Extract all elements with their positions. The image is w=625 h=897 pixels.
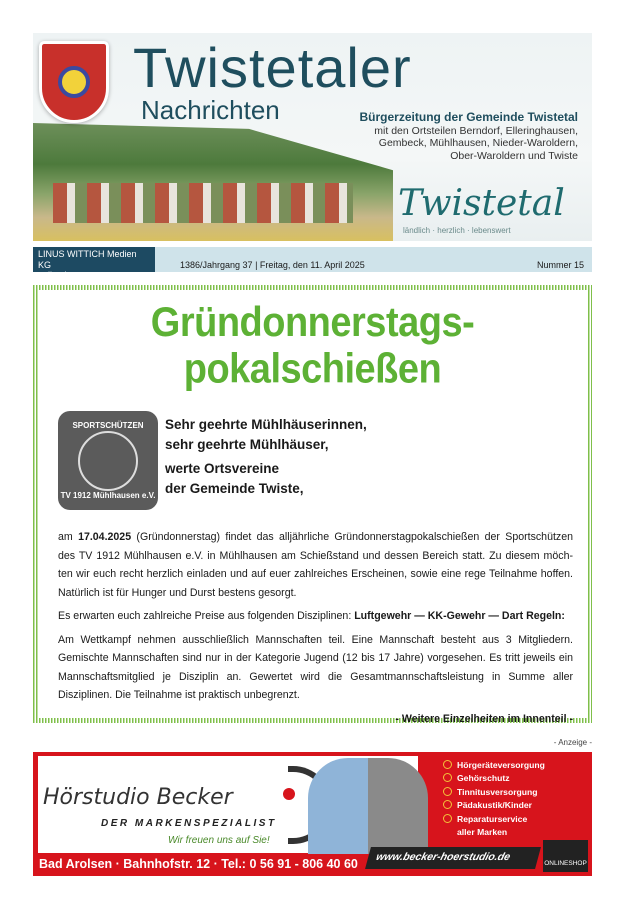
check-icon xyxy=(443,760,452,769)
staff-photo xyxy=(308,758,428,854)
club-emblem xyxy=(58,411,158,510)
text: (Gründonnerstag) findet das alljährliche Gründonnerstagpokalschießen der Sportschützen des TV 1912 Mühlhausen e.V. in Mühlhausen am Schießstand und dessen Bereich statt. Zu diesem möch- ten wir euch recht herzlich einladen und auf euer zahlreiches Erscheinen, sowie eine rege Teilnahme hoffen. Natürlich ist für Hunger und Durst bestens gesorgt. xyxy=(58,531,573,599)
article-headline xyxy=(38,300,587,392)
service-label: Hörgeräteversorgung xyxy=(457,760,545,770)
ad-brand: Hörstudio Becker xyxy=(43,785,233,810)
service-item xyxy=(443,759,545,772)
emblem-text: TV 1912 Mühlhausen e.V. xyxy=(60,491,156,500)
event-date: 17.04.2025 xyxy=(78,531,132,543)
service-label: Tinnitusversorgung xyxy=(457,786,538,797)
coat-of-arms-icon xyxy=(39,41,109,123)
disciplines: Luftgewehr — KK-Gewehr — Dart Regeln: xyxy=(354,610,565,622)
target-icon xyxy=(78,431,138,491)
publisher-box xyxy=(33,247,155,291)
text: Es erwarten euch zahlreiche Preise aus folgenden Disziplinen: xyxy=(58,610,355,622)
village-photo xyxy=(33,123,393,241)
issue-info-bar xyxy=(33,247,592,291)
twistetal-logo-slogan: ländlich · herzlich · lebenswert xyxy=(403,226,511,235)
paragraph xyxy=(58,528,573,602)
ad-slogan: Wir freuen uns auf Sie! xyxy=(168,835,270,846)
greeting xyxy=(165,415,367,499)
online-link[interactable]: www.wittich.de xyxy=(38,280,103,291)
online-label: online lesen: xyxy=(38,270,89,280)
districts-line: Ober-Waroldern und Twiste xyxy=(450,149,578,162)
districts-line: Gembeck, Mühlhausen, Nieder-Waroldern, xyxy=(378,137,578,149)
paragraph xyxy=(58,607,573,626)
tagline: Bürgerzeitung der Gemeinde Twistetal xyxy=(359,110,578,124)
check-icon xyxy=(443,773,452,782)
service-item xyxy=(443,799,545,812)
issue-number: Nummer 15 xyxy=(536,260,584,270)
service-label: aller Marken xyxy=(457,827,508,838)
districts-line: mit den Ortsteilen Berndorf, Elleringhausen, xyxy=(374,124,578,137)
ad-specialist: DER MARKENSPEZIALIST xyxy=(101,818,277,829)
issue-date: 1386/Jahrgang 37 | Freitag, den 11. April 2025 xyxy=(180,260,365,270)
twistetal-logo: Twistetal xyxy=(398,183,565,224)
headline-line: Gründonnerstags- xyxy=(150,299,475,346)
check-icon xyxy=(443,814,452,823)
service-label: Pädakustik/Kinder xyxy=(457,800,532,811)
check-icon xyxy=(443,800,452,809)
onlineshop-cart-icon[interactable] xyxy=(543,840,588,872)
sound-dot-icon xyxy=(283,788,295,800)
text: am xyxy=(58,531,79,543)
village-houses xyxy=(53,183,353,223)
article-body xyxy=(58,528,573,728)
emblem-text: SPORTSCHÜTZEN xyxy=(72,421,144,430)
masthead-tagline xyxy=(360,111,578,162)
greeting-line: werte Ortsvereine xyxy=(165,461,280,476)
greeting-line: Sehr geehrte Mühlhäuserinnen, xyxy=(165,417,367,432)
advertisement[interactable] xyxy=(33,752,592,876)
service-item xyxy=(443,826,545,839)
ad-url[interactable]: www.becker-hoerstudio.de xyxy=(365,847,541,869)
more-info-note: - Weitere Einzelheiten im Innenteil - xyxy=(395,712,573,725)
service-label: Reparaturservice xyxy=(457,813,528,824)
shop-label: ONLINESHOP xyxy=(544,860,587,867)
publisher: LINUS WITTICH Medien KG xyxy=(38,249,137,270)
service-label: Gehörschutz xyxy=(457,773,510,784)
service-item xyxy=(443,813,545,826)
article-box xyxy=(33,285,592,723)
ad-label: - Anzeige - xyxy=(553,738,592,747)
masthead-subtitle: Nachrichten xyxy=(141,95,280,125)
check-icon xyxy=(443,787,452,796)
greeting-line: sehr geehrte Mühlhäuser, xyxy=(165,437,329,452)
service-list xyxy=(443,759,545,839)
service-item xyxy=(443,772,545,785)
masthead-title: Twistetaler xyxy=(133,36,412,99)
ad-address: Bad Arolsen · Bahnhofstr. 12 · Tel.: 0 56 91 - 806 40 60 xyxy=(39,857,358,871)
headline-line: pokalschießen xyxy=(183,346,442,393)
greeting-line: der Gemeinde Twiste, xyxy=(165,481,304,496)
service-item xyxy=(443,786,545,799)
masthead xyxy=(33,33,592,241)
paragraph: Am Wettkampf nehmen ausschließlich Mannschaften teil. Eine Mannschaft besteht aus 3 Mitgliedern. Gemischte Mannschaften sind nur in der Kategorie Jugend (12 bis 17 Jahre) vorgesehen. Es tritt jeweils ein Mannschaftsmitglied je Disziplin an. Gewertet wird die Gesamtmannschaftsleistung in Summe aller Disziplinen. Die Teilnahme ist praktisch unbegrenzt. xyxy=(58,633,573,701)
